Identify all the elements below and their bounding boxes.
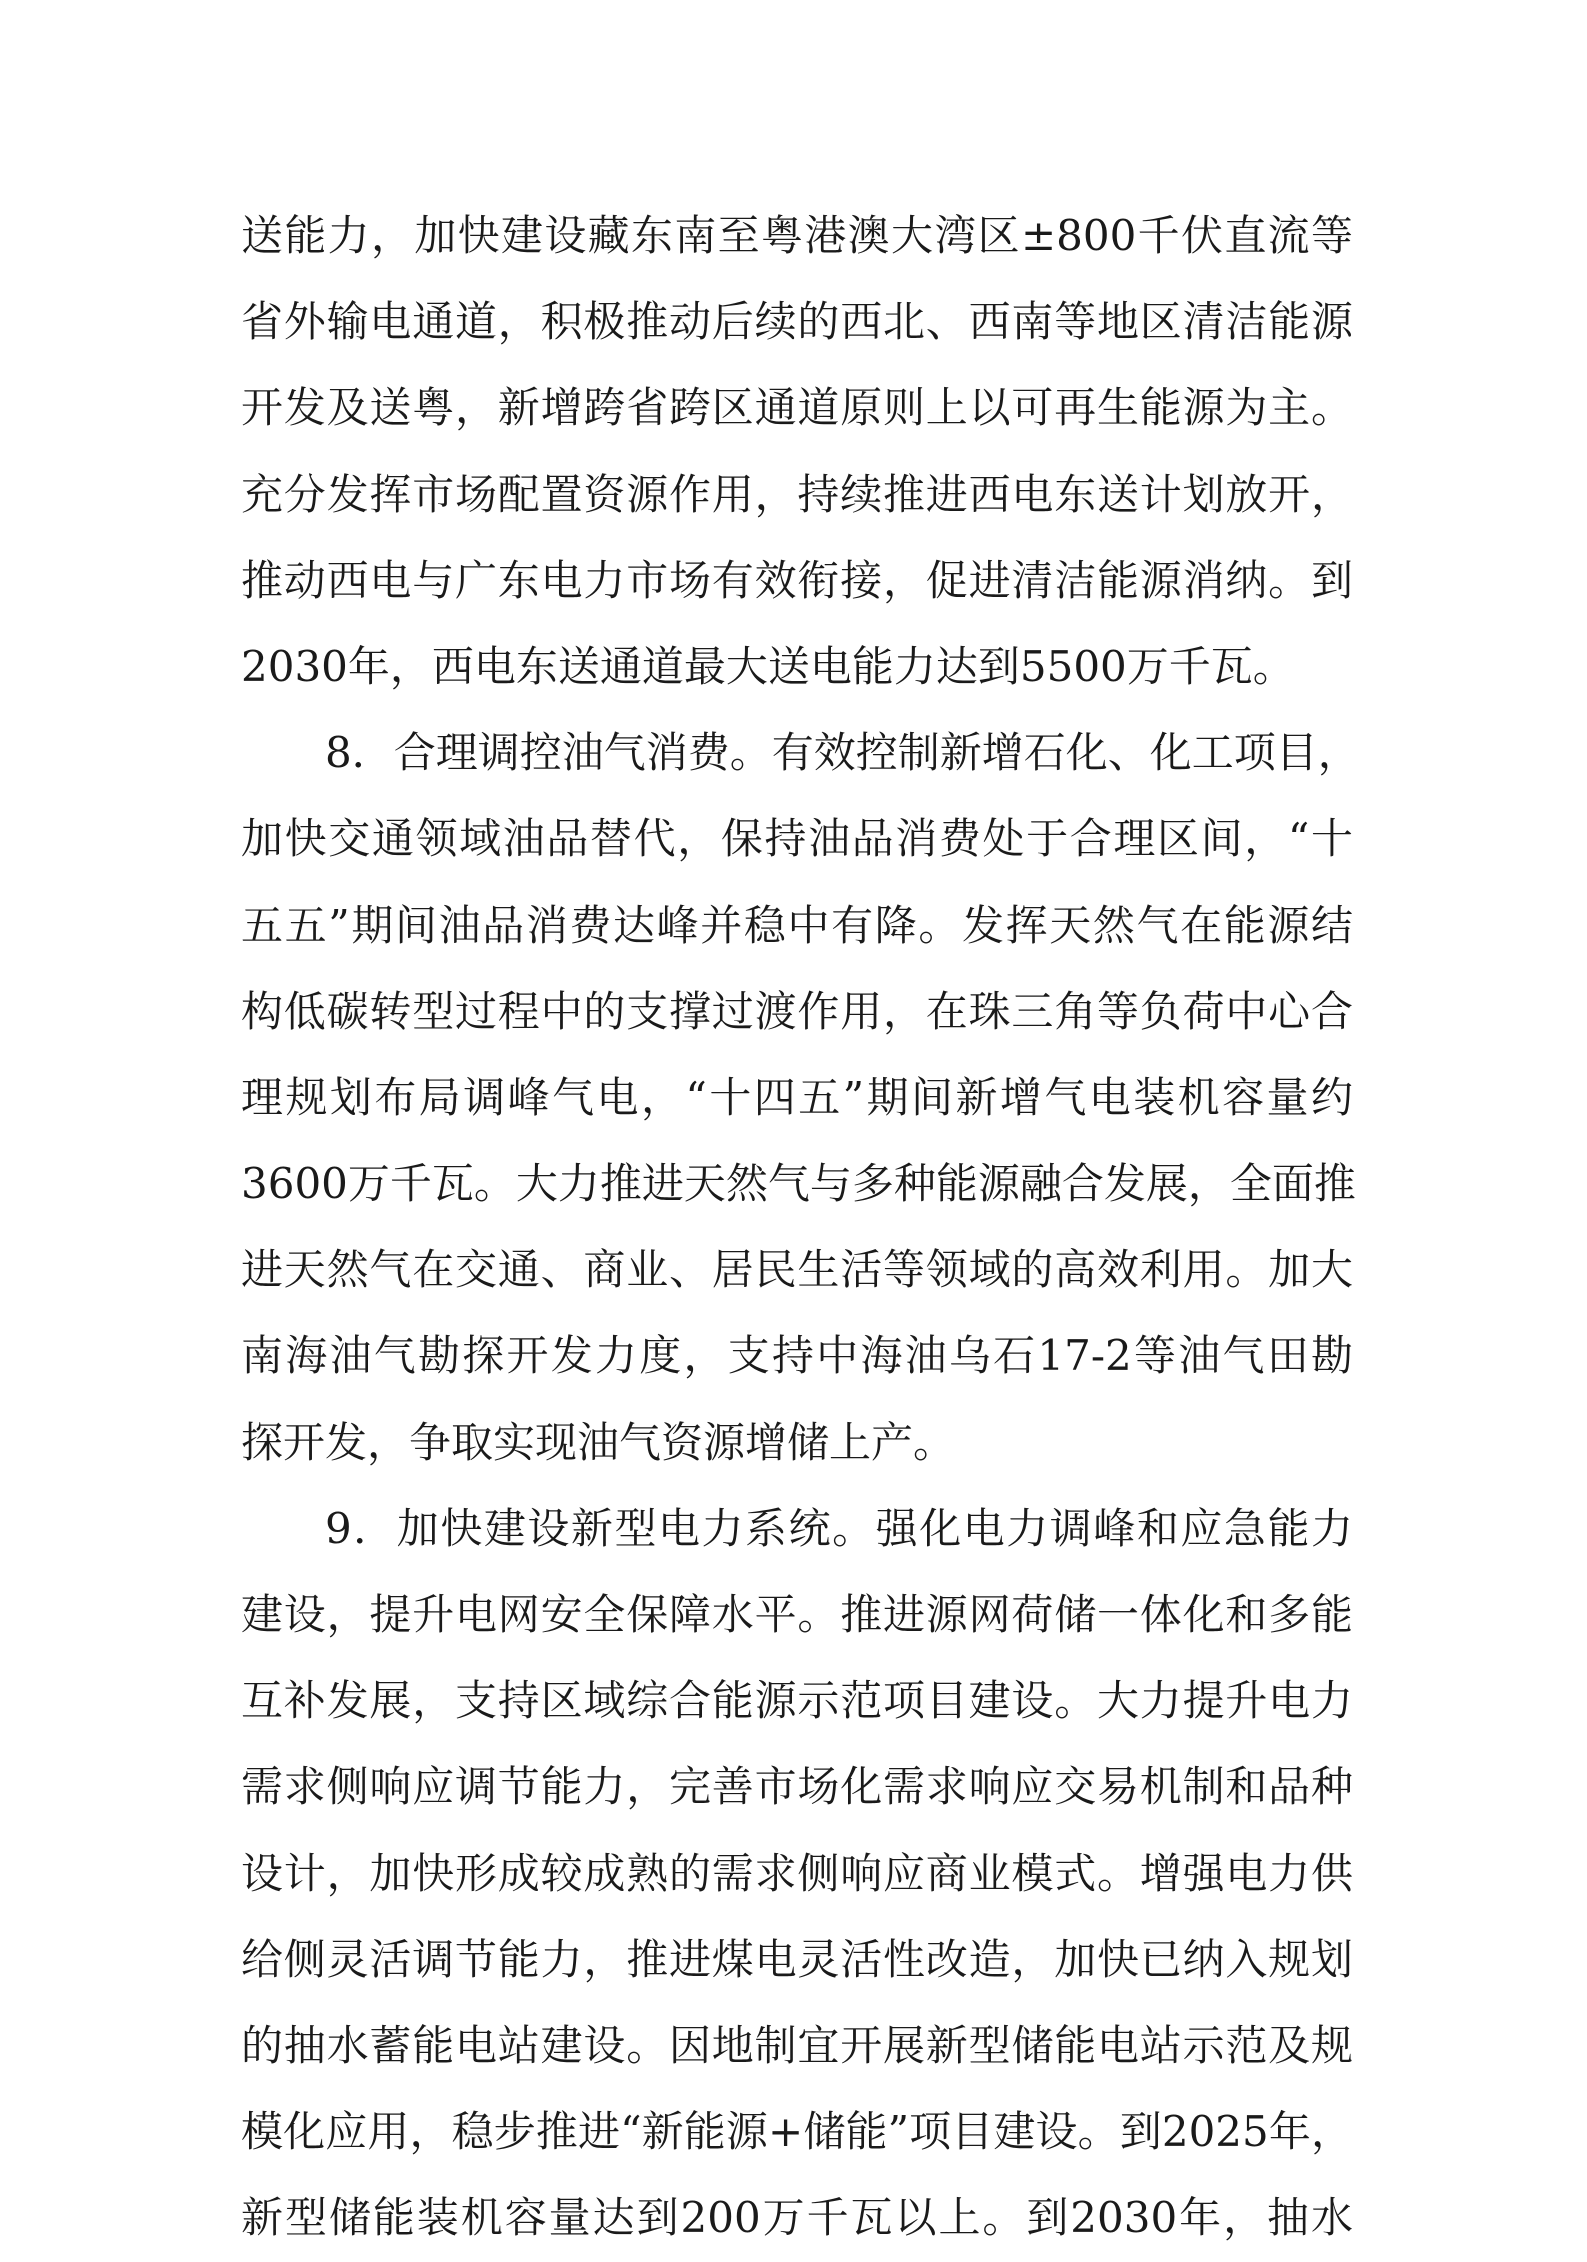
section-8-heading-line: 8．合理调控油气消费。有效控制新增石化、化工项目， [325,728,1360,778]
text-line: 推动西电与广东电力市场有效衔接，促进清洁能源消纳。到 [241,555,1353,605]
text-line: 开发及送粤，新增跨省跨区通道原则上以可再生能源为主。 [241,383,1353,433]
text-line: 理规划布局调峰气电，“十四五”期间新增气电装机容量约 [241,1072,1353,1122]
text-line: 构低碳转型过程中的支撑过渡作用，在珠三角等负荷中心合 [241,986,1353,1036]
section-9-heading-line: 9．加快建设新型电力系统。强化电力调峰和应急能力 [325,1503,1353,1553]
text-line: 2030年，西电东送通道最大送电能力达到5500万千瓦。 [241,641,1295,691]
text-line: 南海油气勘探开发力度，支持中海油乌石17-2等油气田勘 [241,1331,1353,1381]
text-line: 送能力，加快建设藏东南至粤港澳大湾区±800千伏直流等 [241,211,1353,260]
text-line: 充分发挥市场配置资源作用，持续推进西电东送计划放开， [241,469,1353,519]
text-line: 探开发，争取实现油气资源增储上产。 [241,1417,956,1467]
body-text [241,193,1360,2262]
text-line: 建设，提升电网安全保障水平。推进源网荷储一体化和多能 [241,1590,1353,1639]
text-line: 需求侧响应调节能力，完善市场化需求响应交易机制和品种 [241,1762,1353,1812]
text-line: 新型储能装机容量达到200万千瓦以上。到2030年，抽水 [241,2193,1353,2243]
text-line: 进天然气在交通、商业、居民生活等领域的高效利用。加大 [241,1245,1353,1295]
text-line: 的抽水蓄能电站建设。因地制宜开展新型储能电站示范及规 [241,2020,1353,2070]
text-line: 给侧灵活调节能力，推进煤电灵活性改造，加快已纳入规划 [241,1934,1353,1984]
text-line: 3600万千瓦。大力推进天然气与多种能源融合发展，全面推 [241,1159,1356,1209]
text-line: 省外输电通道，积极推动后续的西北、西南等地区清洁能源 [241,297,1353,347]
text-line: 设计，加快形成较成熟的需求侧响应商业模式。增强电力供 [241,1848,1353,1898]
text-line: 五五”期间油品消费达峰并稳中有降。发挥天然气在能源结 [241,900,1353,950]
text-line: 模化应用，稳步推进“新能源+储能”项目建设。到2025年， [241,2107,1353,2157]
text-line: 互补发展，支持区域综合能源示范项目建设。大力提升电力 [241,1676,1353,1726]
text-line: 加快交通领域油品替代，保持油品消费处于合理区间，“十 [241,814,1353,864]
